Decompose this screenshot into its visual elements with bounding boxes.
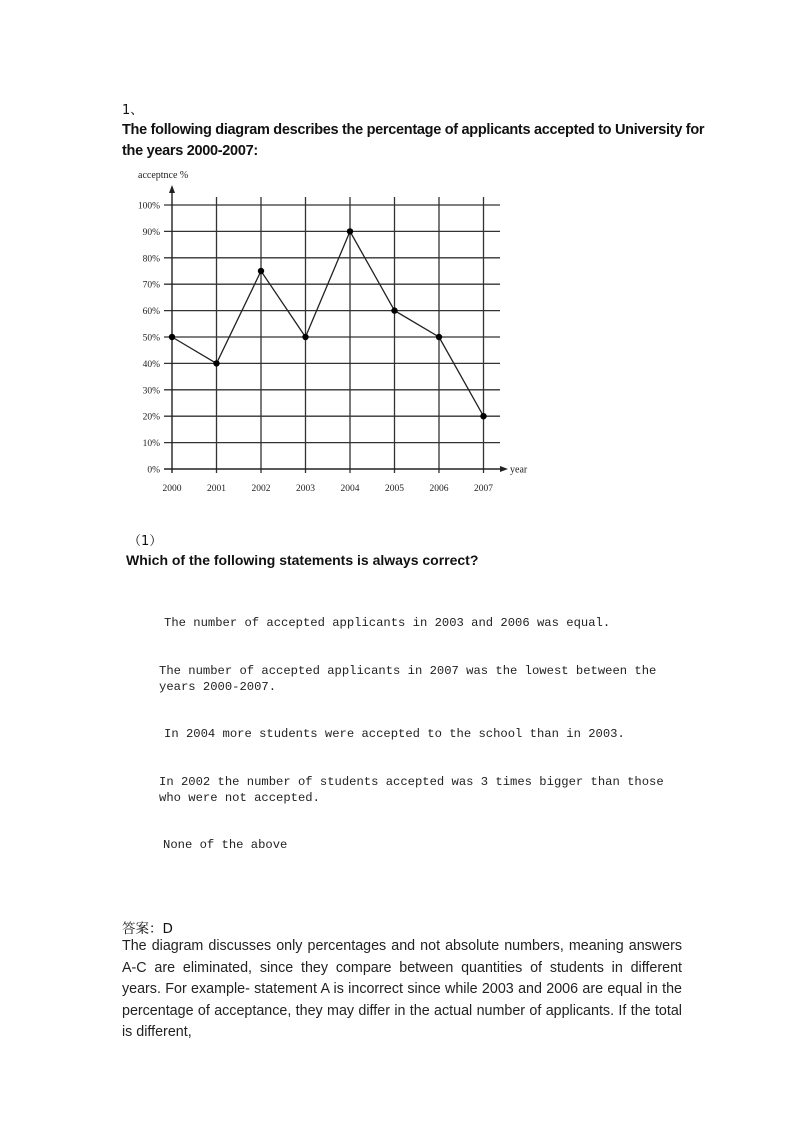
data-point xyxy=(169,334,175,340)
y-tick-label: 40% xyxy=(142,359,160,370)
option-b: The number of accepted applicants in 2007 was the lowest between the years 2000-2007. xyxy=(159,664,657,694)
option-d: In 2002 the number of students accepted was 3 times bigger than those who were not accepted. xyxy=(159,775,664,805)
x-tick-label: 2002 xyxy=(251,484,271,494)
option-e: None of the above xyxy=(163,838,288,852)
y-tick-label: 80% xyxy=(142,254,160,265)
question-text: Which of the following statements is always correct? xyxy=(126,552,479,568)
y-tick-label: 20% xyxy=(142,412,160,423)
answer-label: 答案：D xyxy=(122,921,173,937)
x-tick-label: 2004 xyxy=(340,484,360,494)
x-tick-label: 2001 xyxy=(207,484,226,494)
x-axis-label: year xyxy=(510,464,528,476)
data-point xyxy=(391,307,397,313)
y-tick-label: 70% xyxy=(142,280,160,291)
data-point xyxy=(480,413,486,419)
acceptance-line-chart xyxy=(120,165,550,505)
x-tick-label: 2003 xyxy=(296,484,315,494)
question-number: 1、 xyxy=(122,103,144,118)
intro-text: The following diagram describes the percentage of applicants accepted to University for the years 2000-2007: xyxy=(122,122,705,159)
y-axis-arrow xyxy=(169,185,175,193)
x-tick-label: 2006 xyxy=(429,484,449,494)
y-tick-label: 30% xyxy=(142,386,160,397)
data-point xyxy=(302,334,308,340)
data-point xyxy=(258,268,264,274)
y-axis-label: acceptnce % xyxy=(138,170,189,181)
sub-question-number: （1） xyxy=(128,534,163,549)
data-point xyxy=(436,334,442,340)
series-line xyxy=(172,231,484,416)
option-c: In 2004 more students were accepted to the school than in 2003. xyxy=(164,727,625,741)
y-tick-label: 100% xyxy=(137,201,160,212)
y-tick-label: 60% xyxy=(142,307,160,318)
data-point xyxy=(213,360,219,366)
y-tick-label: 0% xyxy=(147,465,160,476)
explanation-text: The diagram discusses only percentages and not absolute numbers, meaning answers A-C are eliminated, since they compare between quantities of students in different years. For example- statement A is incorrect since while 2003 and 2006 are equal in the percentage of acceptance, they may differ in the actual number of applicants. If the total is different, xyxy=(122,938,682,1040)
x-axis-arrow xyxy=(500,466,508,472)
option-a: The number of accepted applicants in 2003 and 2006 was equal. xyxy=(164,616,611,630)
x-tick-label: 2005 xyxy=(385,484,404,494)
x-tick-label: 2007 xyxy=(474,484,493,494)
y-tick-label: 90% xyxy=(142,227,160,238)
y-tick-label: 50% xyxy=(142,333,160,344)
x-tick-label: 2000 xyxy=(162,484,182,494)
y-tick-label: 10% xyxy=(142,439,160,450)
data-point xyxy=(347,228,353,234)
